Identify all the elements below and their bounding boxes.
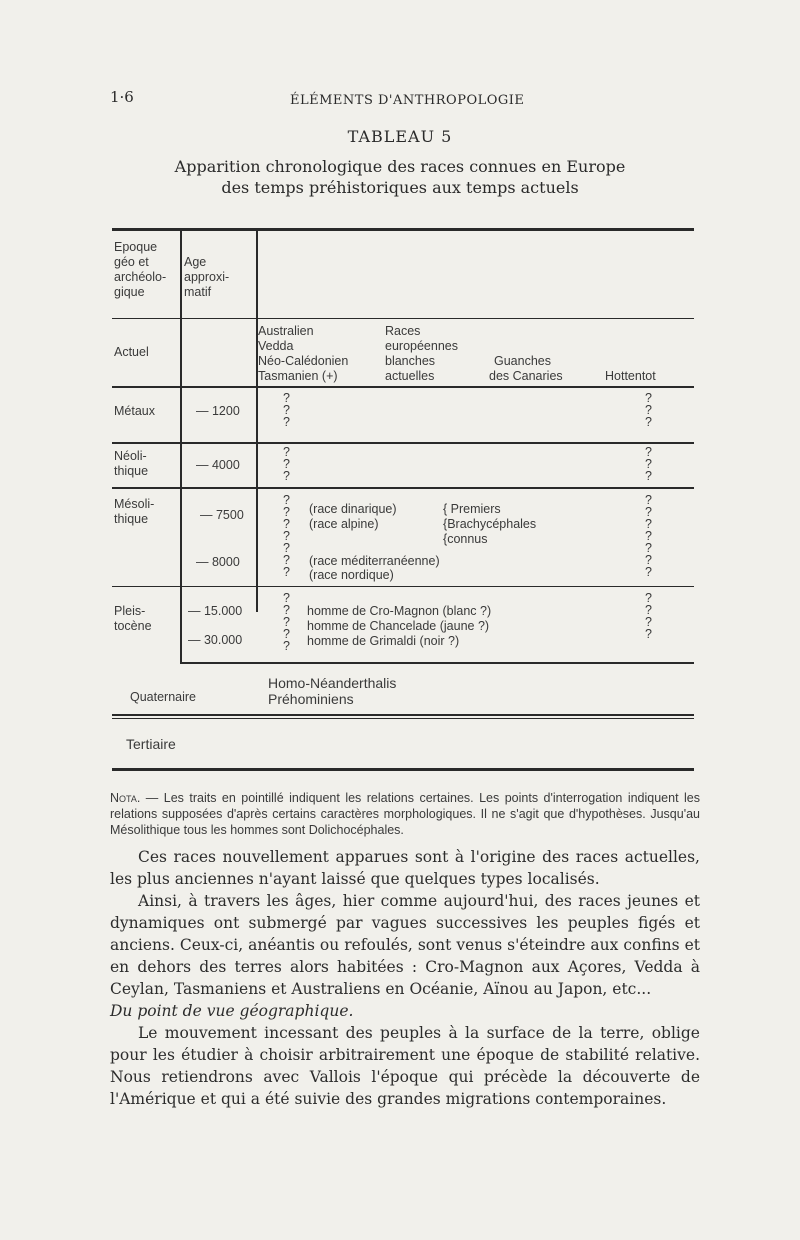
- epoque-pleistocene: Pleis- tocène: [114, 604, 152, 633]
- pleistocene-q-right: ? ? ? ?: [645, 591, 652, 641]
- epoque-actuel: Actuel: [114, 345, 149, 359]
- age-pleistocene-1: — 15.000: [188, 604, 243, 618]
- prehominiens: Préhominiens: [268, 691, 354, 707]
- age-mesolithique-1: — 7500: [200, 508, 244, 522]
- table-subtitle-line2: des temps préhistoriques aux temps actuels: [221, 178, 579, 197]
- homme-cro-magnon: homme de Cro-Magnon (blanc ?): [307, 604, 492, 618]
- homo-neanderthalis: Homo-Néanderthalis: [268, 675, 397, 691]
- actuel-col2: Races européennes blanches actuelles: [385, 324, 458, 383]
- epoque-mesolithique: Mésoli- thique: [114, 497, 155, 526]
- race-alpine: (race alpine): [309, 517, 379, 531]
- col-divider-1: [180, 230, 182, 662]
- section-heading: Du point de vue géographique.: [110, 1002, 354, 1020]
- paragraph-3: Le mouvement incessant des peuples à la surface de la terre, oblige pour les étudier à choisir arbitrairement une époque de stabilité relative. Nous retiendrons avec Vallois l'époque qui précède la découverte de l'Amérique et qui a été suivie des grandes migrations contemporaines.: [110, 1024, 700, 1108]
- col-divider-2: [256, 230, 258, 612]
- epoque-metaux: Métaux: [114, 404, 155, 418]
- actuel-col1: Australien Vedda Néo-Calédonien Tasmanien (+): [258, 324, 349, 383]
- page-number: 1·6: [110, 88, 134, 106]
- age-metaux: — 1200: [196, 404, 240, 418]
- header-epoque: Epoque géo et archéolo- gique: [114, 240, 167, 299]
- table-title: TABLEAU 5: [347, 127, 453, 146]
- tertiaire-top-rule: [112, 718, 694, 719]
- header-bottom-rule: [112, 318, 694, 319]
- quaternaire-bottom-rule: [112, 714, 694, 716]
- mesolithique-q-left: ? ? ? ? ? ? ?: [283, 493, 290, 579]
- table-subtitle-line1: Apparition chronologique des races connues en Europe: [174, 157, 626, 176]
- race-mediterraneenne: (race méditerranéenne): [309, 554, 440, 568]
- neolithique-bottom-rule: [112, 487, 694, 489]
- neolithique-q-left: ? ? ?: [283, 445, 290, 483]
- table-top-rule: [112, 228, 694, 231]
- tertiaire-label: Tertiaire: [126, 736, 176, 752]
- note-text: — Les traits en pointillé indiquent les relations certaines. Les points d'interrogation indiquent les relations supposées d'après certains caractères morphologiques. Il ne s'agit que d'hypothèses. Jusqu'au Mésolithique tous les hommes sont Dolichocéphales.: [110, 791, 700, 837]
- actuel-col3: Guanches des Canaries: [489, 354, 563, 383]
- pleistocene-bottom-rule: [180, 662, 694, 664]
- age-neolithique: — 4000: [196, 458, 240, 472]
- running-title: ÉLÉMENTS D'ANTHROPOLOGIE: [290, 93, 525, 108]
- actuel-col4: Hottentot: [605, 369, 656, 383]
- race-dinarique: (race dinarique): [309, 502, 397, 516]
- table-note: [110, 790, 700, 838]
- note-label: Nota.: [110, 791, 141, 805]
- pleistocene-q-left: ? ? ? ? ?: [283, 591, 290, 653]
- homme-grimaldi: homme de Grimaldi (noir ?): [307, 634, 460, 648]
- metaux-q-right: ? ? ?: [645, 391, 652, 429]
- quaternaire-label: Quaternaire: [130, 690, 197, 704]
- paragraph-2: Ainsi, à travers les âges, hier comme aujourd'hui, des races jeunes et dynamiques ont submergé par vagues successives les peuples figés et anciens. Ceux-ci, anéantis ou refoulés, sont venus s'éteindre aux confins et en dehors des terres alors habitées : Cro-Magnon aux Açores, Vedda à Ceylan, Tasmaniens et Australiens en Océanie, Aïnou au Japon, etc...: [110, 892, 700, 998]
- header-age: Age approxi- matif: [184, 255, 230, 299]
- age-mesolithique-2: — 8000: [196, 555, 240, 569]
- neolithique-q-right: ? ? ?: [645, 445, 652, 483]
- mesolithique-q-right: ? ? ? ? ? ? ?: [645, 493, 652, 579]
- metaux-bottom-rule: [112, 442, 694, 444]
- epoque-neolithique: Néoli- thique: [114, 449, 149, 478]
- table-bottom-rule: [112, 768, 694, 771]
- homme-chancelade: homme de Chancelade (jaune ?): [307, 619, 490, 633]
- race-nordique: (race nordique): [309, 568, 394, 582]
- premiers-brachycephales: { Premiers {Brachycéphales {connus: [443, 502, 537, 546]
- actuel-bottom-rule: [112, 386, 694, 388]
- age-pleistocene-2: — 30.000: [188, 633, 243, 647]
- mesolithique-bottom-rule: [112, 586, 694, 587]
- metaux-q-left: ? ? ?: [283, 391, 290, 429]
- paragraph-1: Ces races nouvellement apparues sont à l'origine des races actuelles, les plus anciennes n'ayant laissé que quelques types localisés.: [110, 848, 700, 888]
